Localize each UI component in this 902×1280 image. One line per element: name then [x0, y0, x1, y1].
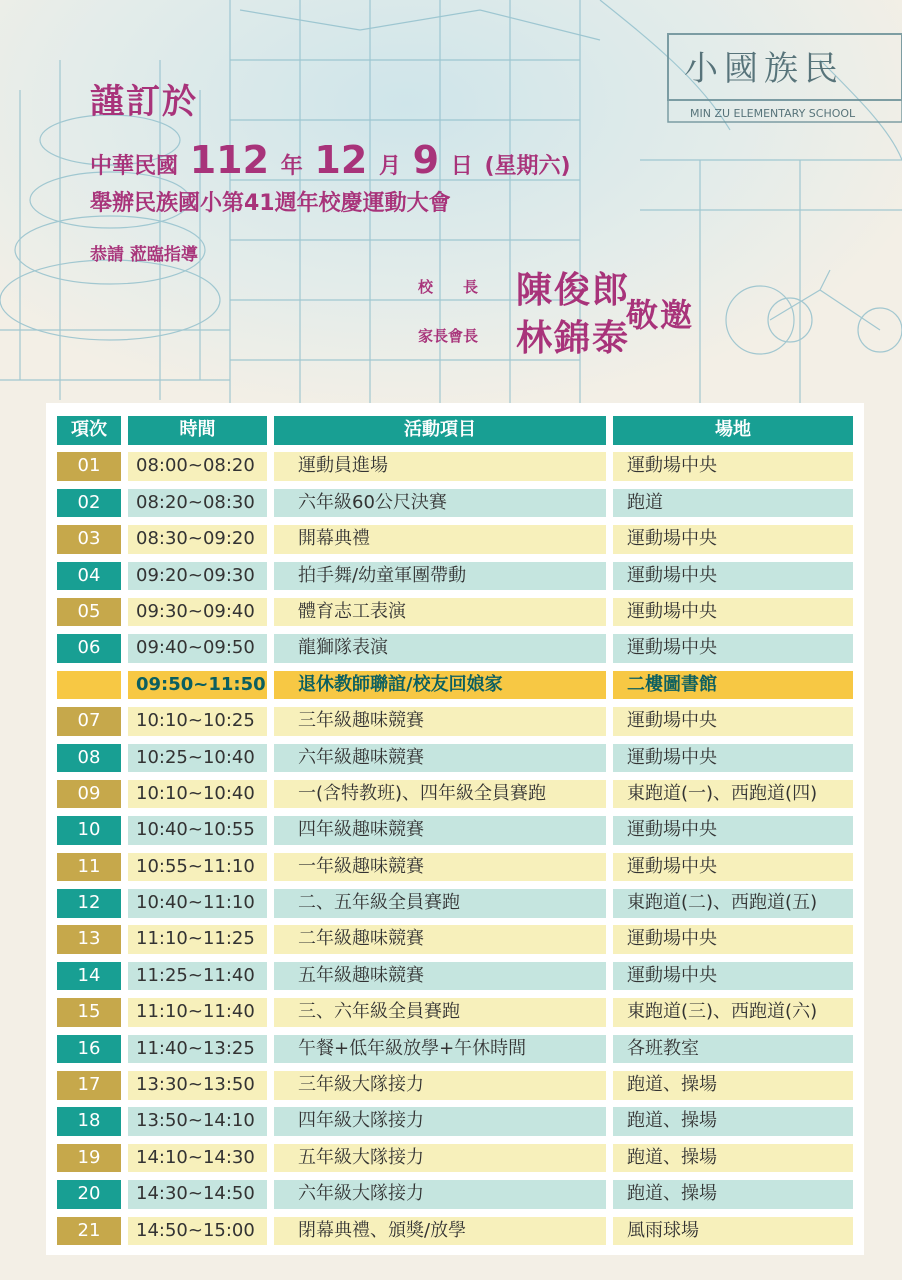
row-no: 14 — [57, 962, 121, 991]
row-venue: 運動場中央 — [613, 962, 853, 991]
row-no: 04 — [57, 562, 121, 591]
row-activity: 午餐+低年級放學+午休時間 — [274, 1035, 606, 1064]
schedule-row — [57, 489, 853, 518]
row-time: 08:20~08:30 — [128, 489, 267, 518]
row-activity: 體育志工表演 — [274, 598, 606, 627]
schedule-row — [57, 816, 853, 845]
principal-role: 校 長 — [418, 278, 479, 296]
row-time: 10:10~10:25 — [128, 707, 267, 736]
row-time: 08:30~09:20 — [128, 525, 267, 554]
row-no: 21 — [57, 1217, 121, 1246]
schedule-row — [57, 598, 853, 627]
schedule-row-highlight — [57, 671, 853, 700]
row-time: 08:00~08:20 — [128, 452, 267, 481]
row-activity: 一年級趣味競賽 — [274, 853, 606, 882]
schedule-row — [57, 525, 853, 554]
date-weekday: (星期六) — [484, 154, 571, 179]
row-no: 20 — [57, 1180, 121, 1209]
invitation-title: 謹訂於 — [90, 82, 198, 122]
row-venue: 運動場中央 — [613, 853, 853, 882]
row-time: 09:50~11:50 — [128, 671, 267, 700]
schedule-row — [57, 962, 853, 991]
row-time: 13:50~14:10 — [128, 1107, 267, 1136]
row-no: 08 — [57, 744, 121, 773]
header-time: 時間 — [128, 416, 267, 445]
schedule-row — [57, 1035, 853, 1064]
row-no: 07 — [57, 707, 121, 736]
row-venue: 東跑道(一)、西跑道(四) — [613, 780, 853, 809]
row-activity: 一(含特教班)、四年級全員賽跑 — [274, 780, 606, 809]
row-activity: 三年級趣味競賽 — [274, 707, 606, 736]
date-month: 12 — [314, 138, 368, 182]
row-time: 09:30~09:40 — [128, 598, 267, 627]
header-activity: 活動項目 — [274, 416, 606, 445]
schedule-row — [57, 1071, 853, 1100]
closing-invite: 敬邀 — [626, 296, 695, 334]
row-venue: 跑道 — [613, 489, 853, 518]
svg-text:小國族民: 小國族民 — [684, 49, 844, 89]
principal-name: 陳俊郎 — [516, 269, 631, 311]
row-activity: 四年級大隊接力 — [274, 1107, 606, 1136]
row-no: 05 — [57, 598, 121, 627]
invitation-header — [0, 0, 902, 400]
row-activity: 龍獅隊表演 — [274, 634, 606, 663]
row-venue: 二樓圖書館 — [613, 671, 853, 700]
row-no: 10 — [57, 816, 121, 845]
schedule-row — [57, 925, 853, 954]
row-time: 09:40~09:50 — [128, 634, 267, 663]
schedule-row — [57, 780, 853, 809]
row-venue: 運動場中央 — [613, 525, 853, 554]
row-activity: 六年級60公尺決賽 — [274, 489, 606, 518]
event-name: 舉辦民族國小第41週年校慶運動大會 — [90, 191, 451, 216]
row-activity: 運動員進場 — [274, 452, 606, 481]
row-no: 16 — [57, 1035, 121, 1064]
row-no: 17 — [57, 1071, 121, 1100]
row-time: 10:25~10:40 — [128, 744, 267, 773]
schedule-row — [57, 634, 853, 663]
row-time: 09:20~09:30 — [128, 562, 267, 591]
row-time: 10:55~11:10 — [128, 853, 267, 882]
schedule-row — [57, 1144, 853, 1173]
row-activity: 六年級趣味競賽 — [274, 744, 606, 773]
schedule-row — [57, 1107, 853, 1136]
row-activity: 二、五年級全員賽跑 — [274, 889, 606, 918]
row-venue: 運動場中央 — [613, 744, 853, 773]
row-time: 10:40~11:10 — [128, 889, 267, 918]
row-activity: 拍手舞/幼童軍團帶動 — [274, 562, 606, 591]
date-year-unit: 年 — [280, 154, 303, 179]
schedule-row — [57, 1180, 853, 1209]
row-activity: 二年級趣味競賽 — [274, 925, 606, 954]
row-time: 11:40~13:25 — [128, 1035, 267, 1064]
schedule-row — [57, 1217, 853, 1246]
row-venue: 各班教室 — [613, 1035, 853, 1064]
row-activity: 開幕典禮 — [274, 525, 606, 554]
row-activity: 四年級趣味競賽 — [274, 816, 606, 845]
row-no: 02 — [57, 489, 121, 518]
pta-chair-role: 家長會長 — [418, 327, 479, 345]
row-no: 03 — [57, 525, 121, 554]
row-venue: 運動場中央 — [613, 925, 853, 954]
date-day: 9 — [412, 138, 440, 182]
schedule-row — [57, 998, 853, 1027]
header-venue: 場地 — [613, 416, 853, 445]
row-activity: 三、六年級全員賽跑 — [274, 998, 606, 1027]
row-time: 10:10~10:40 — [128, 780, 267, 809]
row-no: 06 — [57, 634, 121, 663]
row-no: 12 — [57, 889, 121, 918]
header-no: 項次 — [57, 416, 121, 445]
row-venue: 東跑道(三)、西跑道(六) — [613, 998, 853, 1027]
row-no: 15 — [57, 998, 121, 1027]
schedule-header-row — [57, 416, 853, 445]
row-venue: 運動場中央 — [613, 452, 853, 481]
row-time: 11:10~11:25 — [128, 925, 267, 954]
row-no — [57, 671, 121, 700]
row-activity: 六年級大隊接力 — [274, 1180, 606, 1209]
row-venue: 運動場中央 — [613, 562, 853, 591]
date-prefix: 中華民國 — [90, 154, 179, 179]
row-time: 14:30~14:50 — [128, 1180, 267, 1209]
pta-chair-name: 林錦泰 — [516, 317, 631, 359]
row-activity: 退休教師聯誼/校友回娘家 — [274, 671, 606, 700]
row-venue: 跑道、操場 — [613, 1107, 853, 1136]
row-venue: 運動場中央 — [613, 634, 853, 663]
invite-line: 恭請 蒞臨指導 — [90, 245, 198, 265]
schedule-row — [57, 562, 853, 591]
row-venue: 東跑道(二)、西跑道(五) — [613, 889, 853, 918]
date-month-unit: 月 — [378, 154, 401, 179]
row-time: 14:50~15:00 — [128, 1217, 267, 1246]
schedule-table — [57, 416, 853, 1253]
date-day-unit: 日 — [450, 154, 473, 179]
row-venue: 運動場中央 — [613, 707, 853, 736]
row-venue: 風雨球場 — [613, 1217, 853, 1246]
row-time: 14:10~14:30 — [128, 1144, 267, 1173]
schedule-row — [57, 707, 853, 736]
row-no: 13 — [57, 925, 121, 954]
row-venue: 跑道、操場 — [613, 1144, 853, 1173]
row-time: 11:10~11:40 — [128, 998, 267, 1027]
row-venue: 跑道、操場 — [613, 1180, 853, 1209]
row-no: 09 — [57, 780, 121, 809]
row-activity: 五年級大隊接力 — [274, 1144, 606, 1173]
row-activity: 五年級趣味競賽 — [274, 962, 606, 991]
schedule-row — [57, 452, 853, 481]
row-no: 18 — [57, 1107, 121, 1136]
row-no: 19 — [57, 1144, 121, 1173]
row-activity: 閉幕典禮、頒獎/放學 — [274, 1217, 606, 1246]
row-time: 11:25~11:40 — [128, 962, 267, 991]
schedule-row — [57, 744, 853, 773]
row-activity: 三年級大隊接力 — [274, 1071, 606, 1100]
schedule-row — [57, 889, 853, 918]
row-venue: 運動場中央 — [613, 816, 853, 845]
row-no: 01 — [57, 452, 121, 481]
svg-text:MIN ZU ELEMENTARY SCHOOL: MIN ZU ELEMENTARY SCHOOL — [690, 107, 856, 120]
row-time: 10:40~10:55 — [128, 816, 267, 845]
row-no: 11 — [57, 853, 121, 882]
event-date — [90, 138, 575, 182]
row-venue: 跑道、操場 — [613, 1071, 853, 1100]
row-venue: 運動場中央 — [613, 598, 853, 627]
date-year: 112 — [189, 138, 270, 182]
row-time: 13:30~13:50 — [128, 1071, 267, 1100]
schedule-row — [57, 853, 853, 882]
